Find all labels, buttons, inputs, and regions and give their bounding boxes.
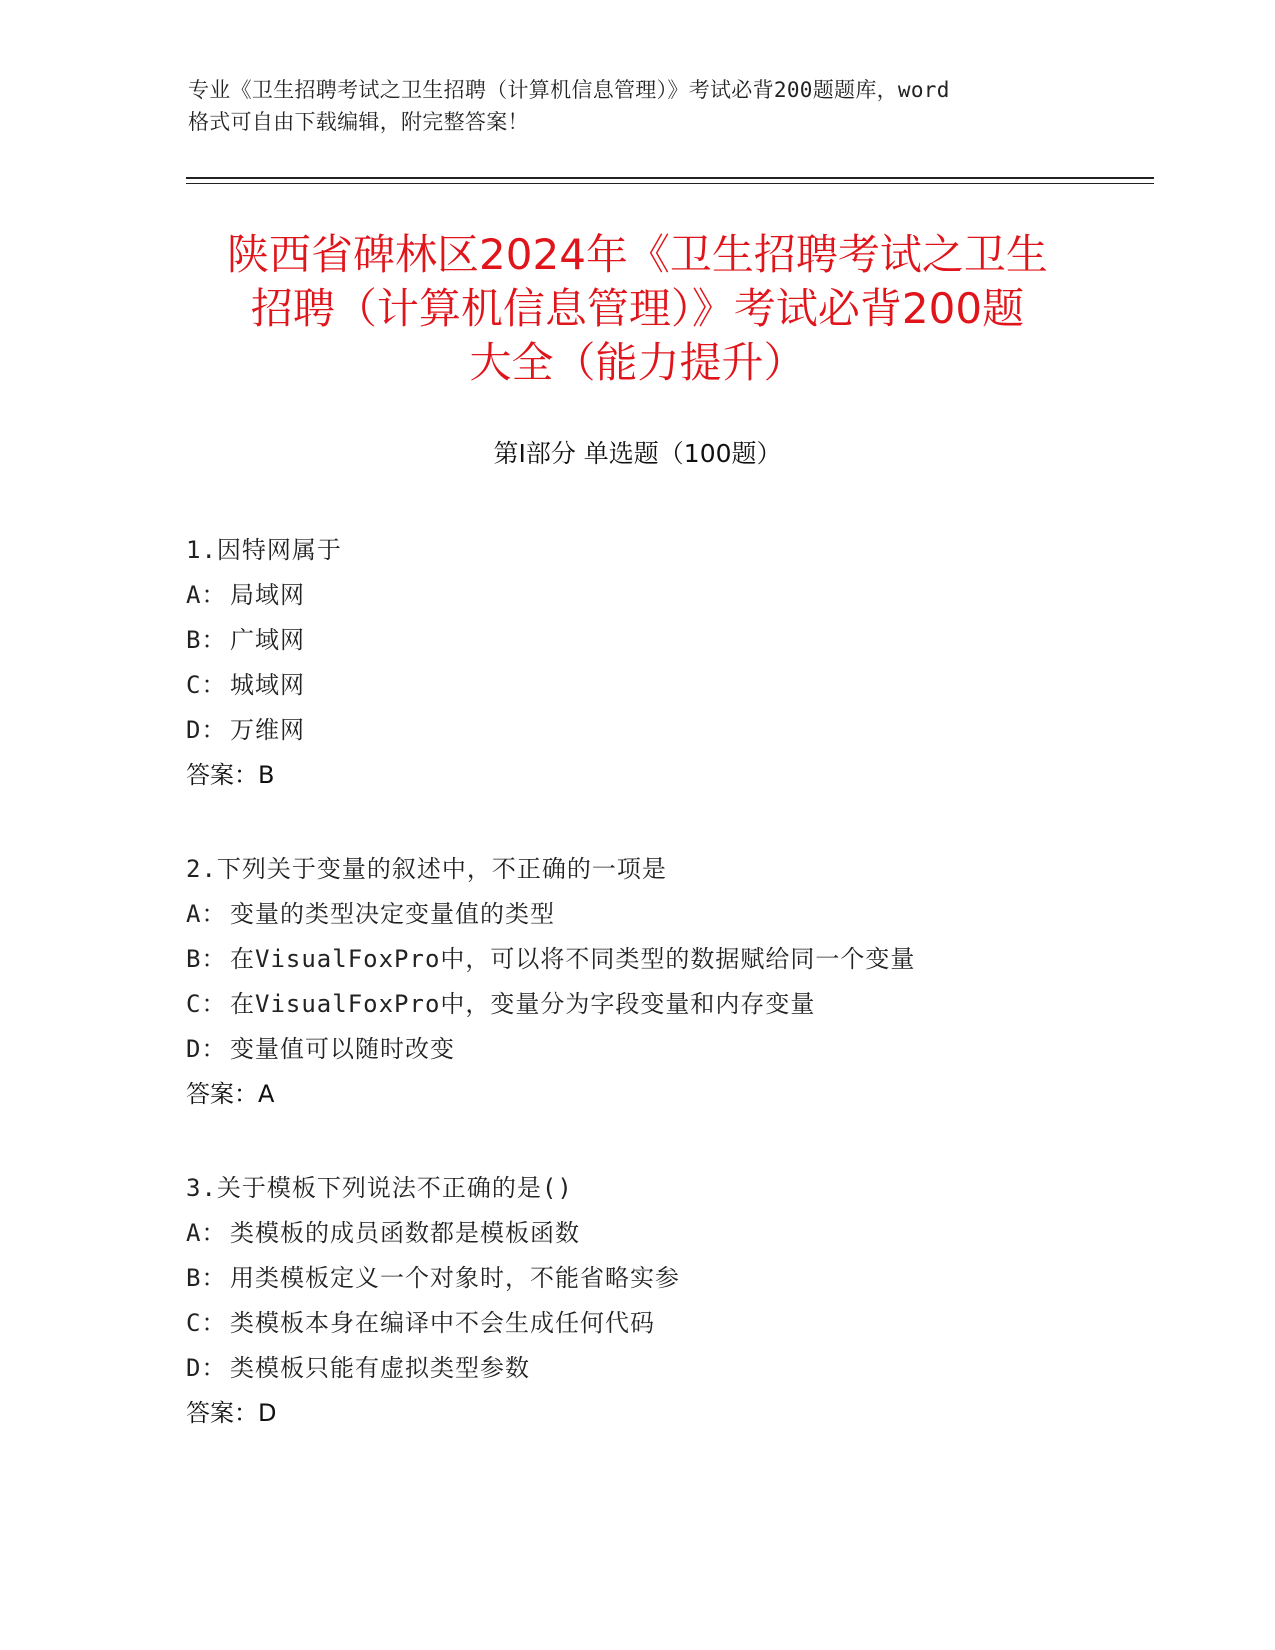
option-key: D：	[186, 1354, 227, 1382]
answer-line: 答案：B	[186, 761, 275, 789]
option-b	[186, 937, 1146, 982]
answer-line: 答案：A	[186, 1080, 275, 1108]
option-d	[186, 1346, 1146, 1391]
option-text: 广域网	[230, 626, 305, 654]
option-text: 城域网	[230, 671, 305, 699]
option-key: C：	[186, 671, 227, 699]
option-text: 类模板的成员函数都是模板函数	[230, 1219, 580, 1247]
option-key: C：	[186, 1309, 227, 1337]
option-text: 用类模板定义一个对象时，不能省略实参	[230, 1264, 680, 1292]
option-text: 在VisualFoxPro中，变量分为字段变量和内存变量	[230, 990, 816, 1018]
option-c	[186, 663, 1146, 708]
option-b	[186, 1256, 1146, 1301]
question-item	[186, 847, 1146, 1117]
question-item	[186, 528, 1146, 798]
option-key: C：	[186, 990, 227, 1018]
option-key: D：	[186, 716, 227, 744]
header-note	[188, 74, 1088, 138]
document-title-line-1: 陕西省碑林区2024年《卫生招聘考试之卫生	[227, 230, 1048, 279]
question-stem: 3.关于模板下列说法不正确的是()	[186, 1174, 573, 1202]
section-heading: 第Ⅰ部分 单选题（100题）	[493, 439, 782, 468]
option-a	[186, 573, 1146, 618]
document-title-line-2: 招聘（计算机信息管理）》考试必背200题	[250, 284, 1025, 333]
option-a	[186, 892, 1146, 937]
header-note-line-2: 格式可自由下载编辑，附完整答案！	[188, 110, 529, 134]
option-key: B：	[186, 945, 227, 973]
option-b	[186, 618, 1146, 663]
option-c	[186, 1301, 1146, 1346]
option-key: A：	[186, 1219, 227, 1247]
option-d	[186, 708, 1146, 753]
question-stem: 2.下列关于变量的叙述中，不正确的一项是	[186, 855, 667, 883]
option-key: A：	[186, 900, 227, 928]
header-divider-thick	[186, 177, 1154, 179]
question-item	[186, 1166, 1146, 1436]
header-note-line-1: 专业《卫生招聘考试之卫生招聘（计算机信息管理）》考试必背200题题库，word	[188, 78, 950, 102]
option-key: B：	[186, 626, 227, 654]
option-key: A：	[186, 581, 227, 609]
option-text: 类模板本身在编译中不会生成任何代码	[230, 1309, 655, 1337]
document-title	[160, 228, 1115, 390]
option-text: 万维网	[230, 716, 305, 744]
option-text: 类模板只能有虚拟类型参数	[230, 1354, 530, 1382]
option-text: 变量的类型决定变量值的类型	[230, 900, 555, 928]
option-text: 变量值可以随时改变	[230, 1035, 455, 1063]
question-list	[186, 528, 1146, 1485]
option-key: B：	[186, 1264, 227, 1292]
option-c	[186, 982, 1146, 1027]
option-key: D：	[186, 1035, 227, 1063]
option-d	[186, 1027, 1146, 1072]
answer-line: 答案：D	[186, 1399, 277, 1427]
option-a	[186, 1211, 1146, 1256]
option-text: 在VisualFoxPro中，可以将不同类型的数据赋给同一个变量	[230, 945, 916, 973]
option-text: 局域网	[230, 581, 305, 609]
document-title-line-3: 大全（能力提升）	[469, 338, 806, 387]
header-divider-thin	[186, 183, 1154, 184]
question-stem: 1.因特网属于	[186, 536, 342, 564]
